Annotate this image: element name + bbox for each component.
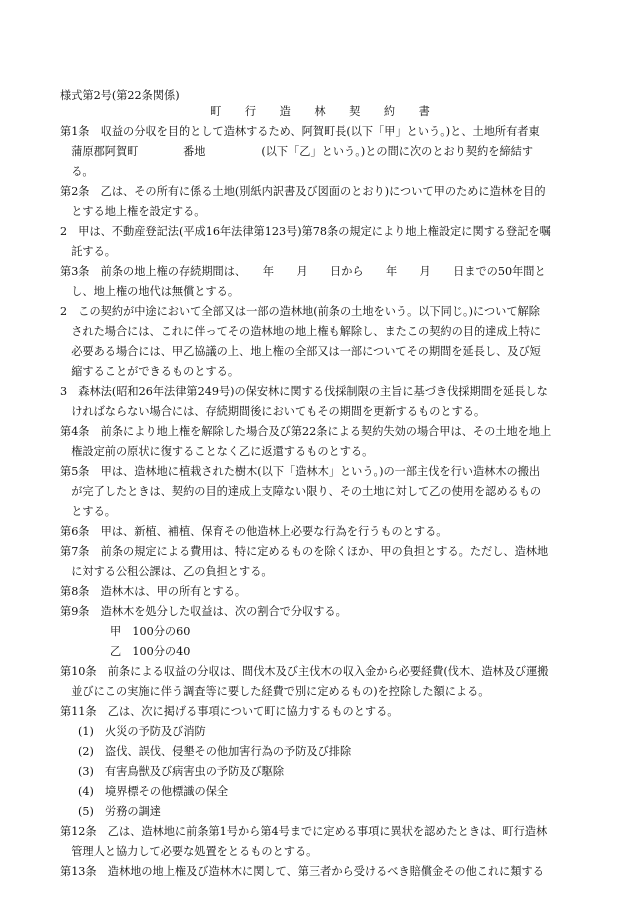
text-line: 託する。: [60, 245, 116, 258]
text-line: 第6条 甲は、新植、補植、保育その他造林上必要な行為を行うものとする。: [60, 525, 448, 538]
text-line: とする。: [60, 505, 116, 518]
text-line: 2 この契約が中途において全部又は一部の造林地(前条の土地をいう。以下同じ。)について解除: [60, 305, 540, 318]
text-line: 権設定前の原状に復することなく乙に返還するものとする。: [60, 445, 374, 458]
text-line: し、地上権の地代は無償とする。: [60, 285, 240, 298]
list-item: (4) 境界標その他標識の保全: [78, 785, 229, 798]
list-item: (2) 盗伐、誤伐、侵墾その他加害行為の予防及び排除: [78, 745, 352, 758]
document-title: 町 行 造 林 契 約 書: [210, 105, 440, 118]
form-label: 様式第2号(第22条関係): [60, 89, 180, 102]
text-line: 必要ある場合には、甲乙協議の上、地上権の全部又は一部についてその期間を延長し、及び短: [60, 345, 541, 358]
text-line: 第8条 造林木は、甲の所有とする。: [60, 585, 247, 598]
text-line: 第5条 甲は、造林地に植栽された樹木(以下「造林木」という。)の一部主伐を行い造林木の搬出: [60, 465, 541, 478]
text-line: 第1条 収益の分収を目的として造林するため、阿賀町長(以下「甲」という。)と、土地所有者東: [60, 125, 540, 138]
text-line: 第2条 乙は、その所有に係る土地(別紙内訳書及び図面のとおり)について甲のために造林を目的: [60, 185, 546, 198]
text-line: された場合には、これに伴ってその造林地の地上権も解除し、またこの契約の目的達成上特に: [60, 325, 542, 338]
text-line: とする地上権を設定する。: [60, 205, 206, 218]
text-line: 並びにこの実施に伴う調査等に要した経費で別に定めるもの)を控除した額による。: [60, 685, 490, 698]
text-line: 2 甲は、不動産登記法(平成16年法律第123号)第78条の規定により地上権設定に関する登記を嘱: [60, 225, 551, 238]
text-line: 第3条 前条の地上権の存続期間は、 年 月 日から 年 月 日までの50年間と: [60, 265, 546, 278]
list-item: (5) 労務の調達: [78, 805, 161, 818]
text-line: 縮することができるものとする。: [60, 365, 240, 378]
text-line: 第4条 前条により地上権を解除した場合及び第22条による契約失効の場合甲は、その土地を地上: [60, 425, 552, 438]
text-line: 第11条 乙は、次に掲げる事項について町に協力するものとする。: [60, 705, 399, 718]
share-otsu: 乙 100分の40: [110, 645, 191, 658]
text-line: 第9条 造林木を処分した収益は、次の割合で分収する。: [60, 605, 347, 618]
text-line: 3 森林法(昭和26年法律第249号)の保安林に関する伐採制限の主旨に基づき伐採期間を延長しな: [60, 385, 548, 398]
text-line: ければならない場合には、存続期間後においてもその期間を更新するものとする。: [60, 405, 486, 418]
share-ko: 甲 100分の60: [110, 625, 191, 638]
text-line: 第12条 乙は、造林地に前条第1号から第4号までに定める事項に異状を認めたときは、町行造林: [60, 825, 548, 838]
text-line: 第7条 前条の規定による費用は、特に定めるものを除くほか、甲の負担とする。ただし、造林地: [60, 545, 549, 558]
text-line: に対する公租公課は、乙の負担とする。: [60, 565, 273, 578]
list-item: (3) 有害鳥獣及び病害虫の予防及び駆除: [78, 765, 285, 778]
text-line: 第10条 前条による収益の分収は、間伐木及び主伐木の収入金から必要経費(伐木、造林及び運搬: [60, 665, 549, 678]
text-line: が完了したときは、契約の目的達成上支障ない限り、その土地に対して乙の使用を認めるもの: [60, 485, 542, 498]
text-line: 管理人と協力して必要な処置をとるものとする。: [60, 845, 318, 858]
list-item: (1) 火災の予防及び消防: [78, 725, 206, 738]
text-line: る。: [60, 165, 94, 178]
text-line: 蒲原郡阿賀町 番地 (以下「乙」という。)との間に次のとおり契約を締結す: [60, 145, 534, 158]
text-line: 第13条 造林地の地上権及び造林木に関して、第三者から受けるべき賠償金その他これに類する: [60, 865, 544, 878]
